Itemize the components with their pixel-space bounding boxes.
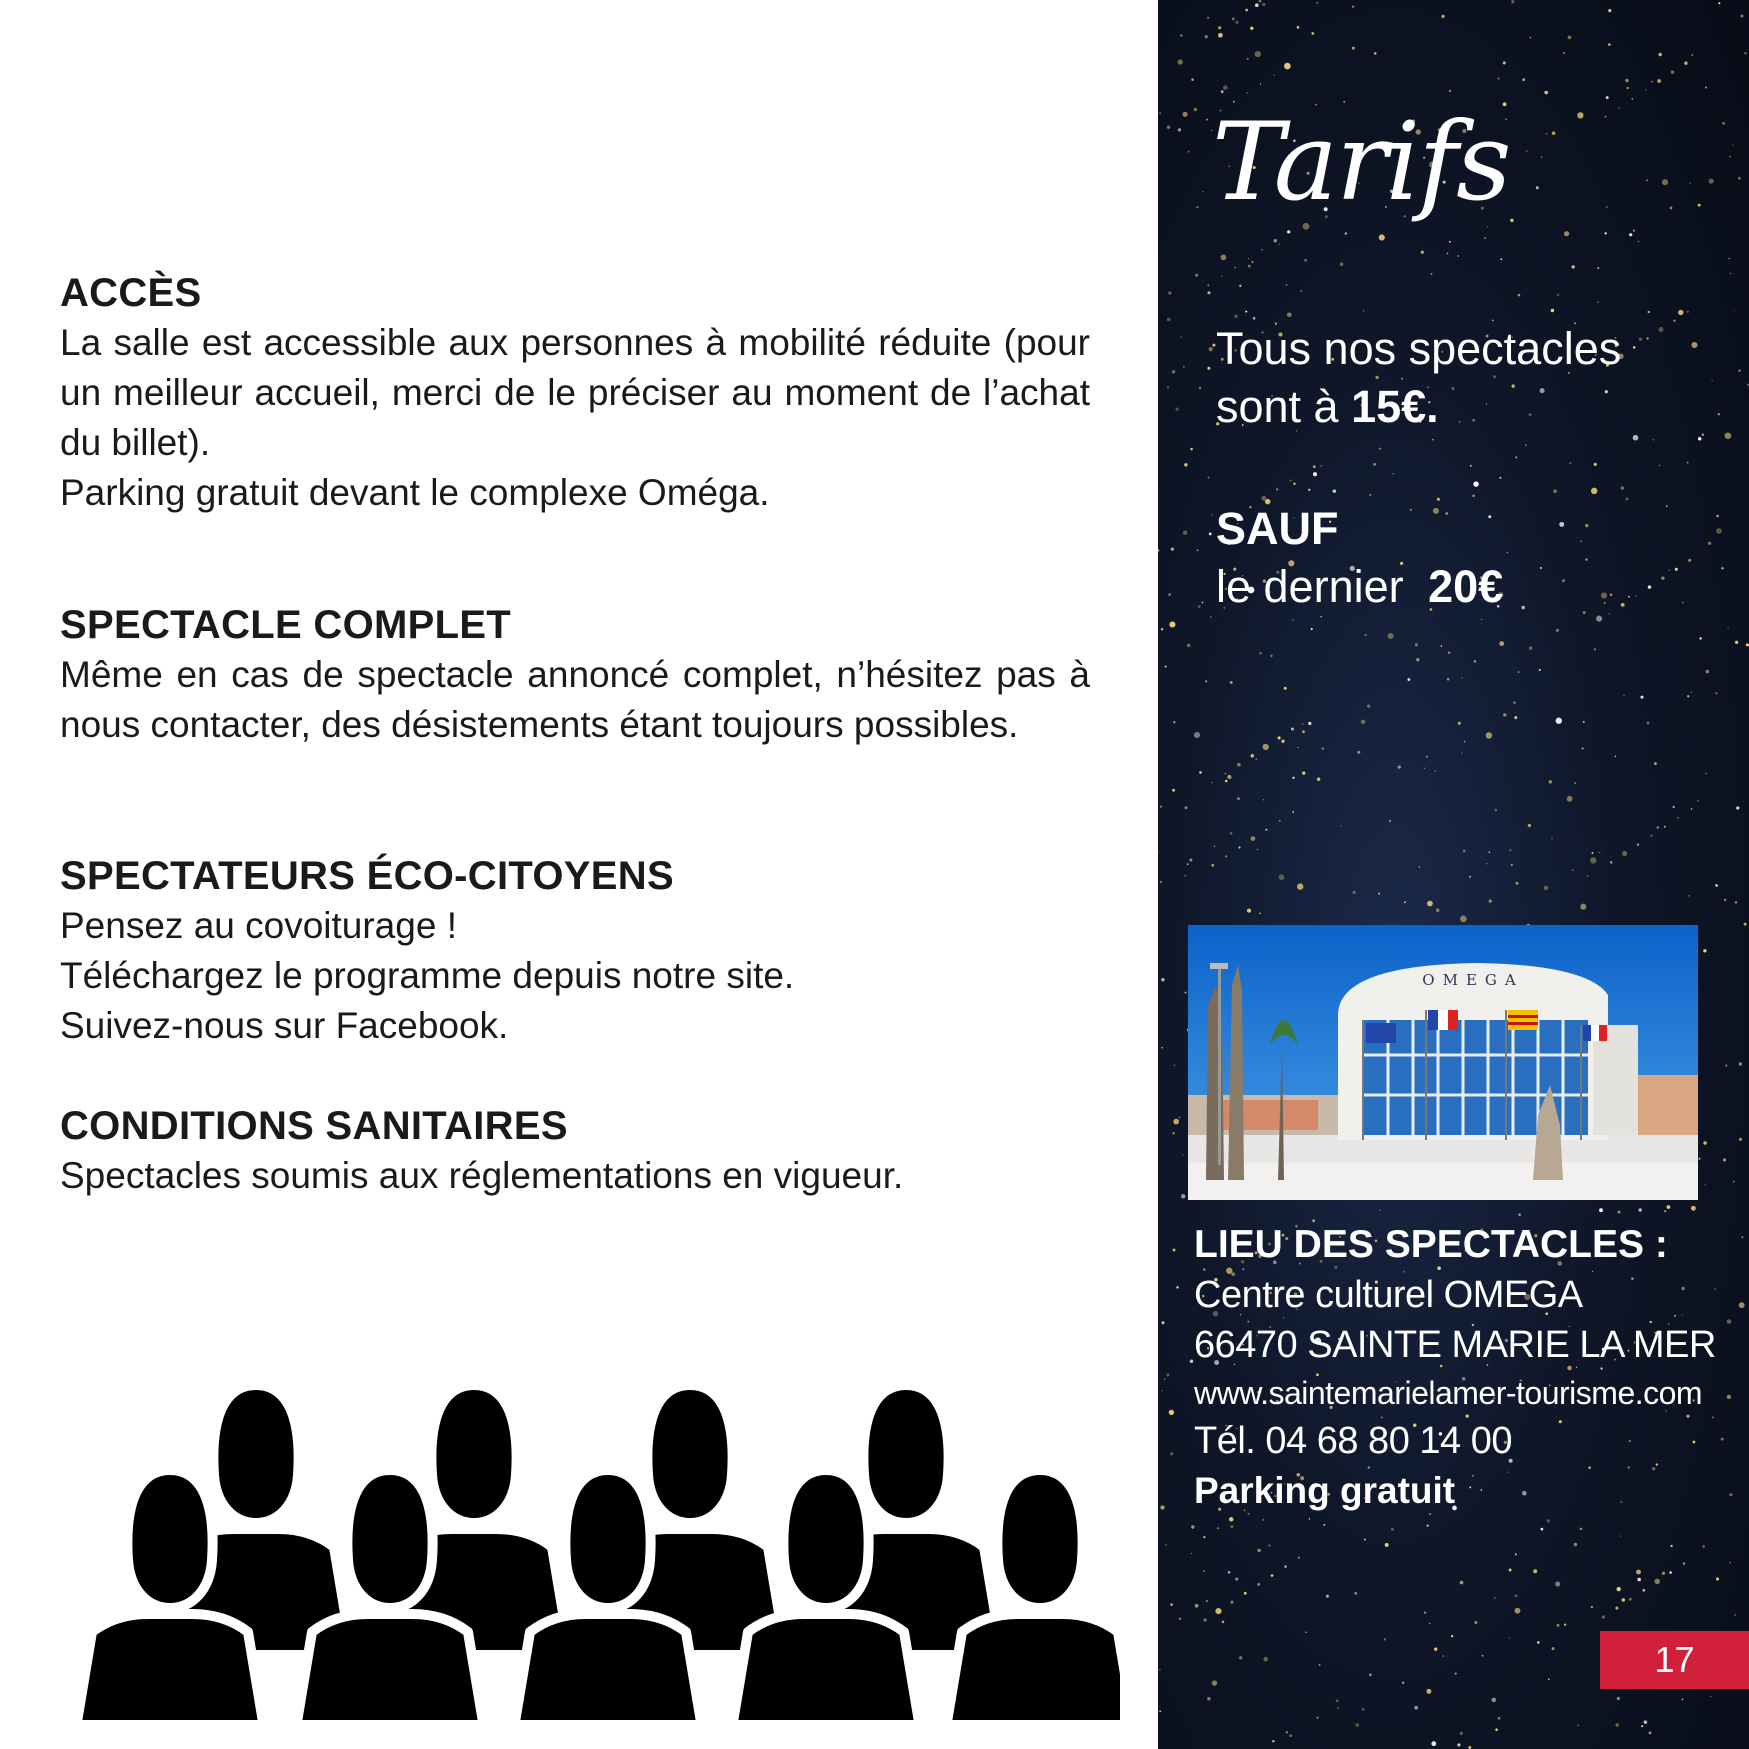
- complet-title: SPECTACLE COMPLET: [60, 603, 512, 647]
- acces-title: ACCÈS: [60, 271, 202, 315]
- complet-section: [60, 600, 1090, 750]
- venue-phone[interactable]: Tél. 04 68 80 14 00: [1194, 1420, 1512, 1462]
- venue-website[interactable]: www.saintemarielamer-tourisme.com: [1194, 1375, 1703, 1411]
- eco-line3: Suivez-nous sur Facebook.: [60, 1005, 509, 1046]
- venue-parking: Parking gratuit: [1194, 1470, 1456, 1511]
- sanitaires-section: [60, 1101, 1090, 1201]
- venue-title: LIEU DES SPECTACLES :: [1194, 1223, 1668, 1266]
- exception-value: 20€: [1428, 561, 1504, 612]
- venue-block: [1194, 1220, 1744, 1516]
- eco-line2: Téléchargez le programme depuis notre site.: [60, 955, 795, 996]
- sanitaires-body: Spectacles soumis aux réglementations en vigueur.: [60, 1155, 904, 1196]
- tarifs-title: Tarifs: [1212, 100, 1510, 225]
- price-prefix: sont à: [1216, 381, 1352, 432]
- price-block: [1216, 320, 1736, 436]
- eco-section: [60, 851, 1090, 1051]
- audience-icon: [60, 1380, 1120, 1720]
- exception-label: SAUF: [1216, 503, 1339, 554]
- eco-title: SPECTATEURS ÉCO-CITOYENS: [60, 854, 674, 898]
- acces-body: La salle est accessible aux personnes à mobilité réduite (pour un meilleur accueil, merci de le préciser au moment de l’achat du billet).: [60, 322, 1090, 463]
- acces-section: [60, 268, 1090, 518]
- complet-body: Même en cas de spectacle annoncé complet, n’hésitez pas à nous contacter, des désistements étant toujours possibles.: [60, 654, 1090, 745]
- eco-line1: Pensez au covoiturage !: [60, 905, 457, 946]
- tarifs-panel: [1158, 0, 1749, 1749]
- exception-prefix: le dernier: [1216, 561, 1417, 612]
- omega-sign: OMEGA: [1422, 971, 1524, 989]
- sanitaires-title: CONDITIONS SANITAIRES: [60, 1104, 568, 1148]
- page-number: 17: [1600, 1631, 1749, 1689]
- omega-building-photo: [1188, 925, 1698, 1200]
- acces-parking: Parking gratuit devant le complexe Oméga.: [60, 472, 770, 513]
- exception-block: [1216, 500, 1736, 616]
- price-line1: Tous nos spectacles: [1216, 323, 1622, 374]
- price-line2: [1216, 378, 1736, 436]
- price-value: 15€.: [1351, 381, 1439, 432]
- venue-name: Centre culturel OMEGA: [1194, 1274, 1583, 1316]
- exception-line: [1216, 558, 1736, 616]
- venue-address: 66470 SAINTE MARIE LA MER: [1194, 1324, 1716, 1366]
